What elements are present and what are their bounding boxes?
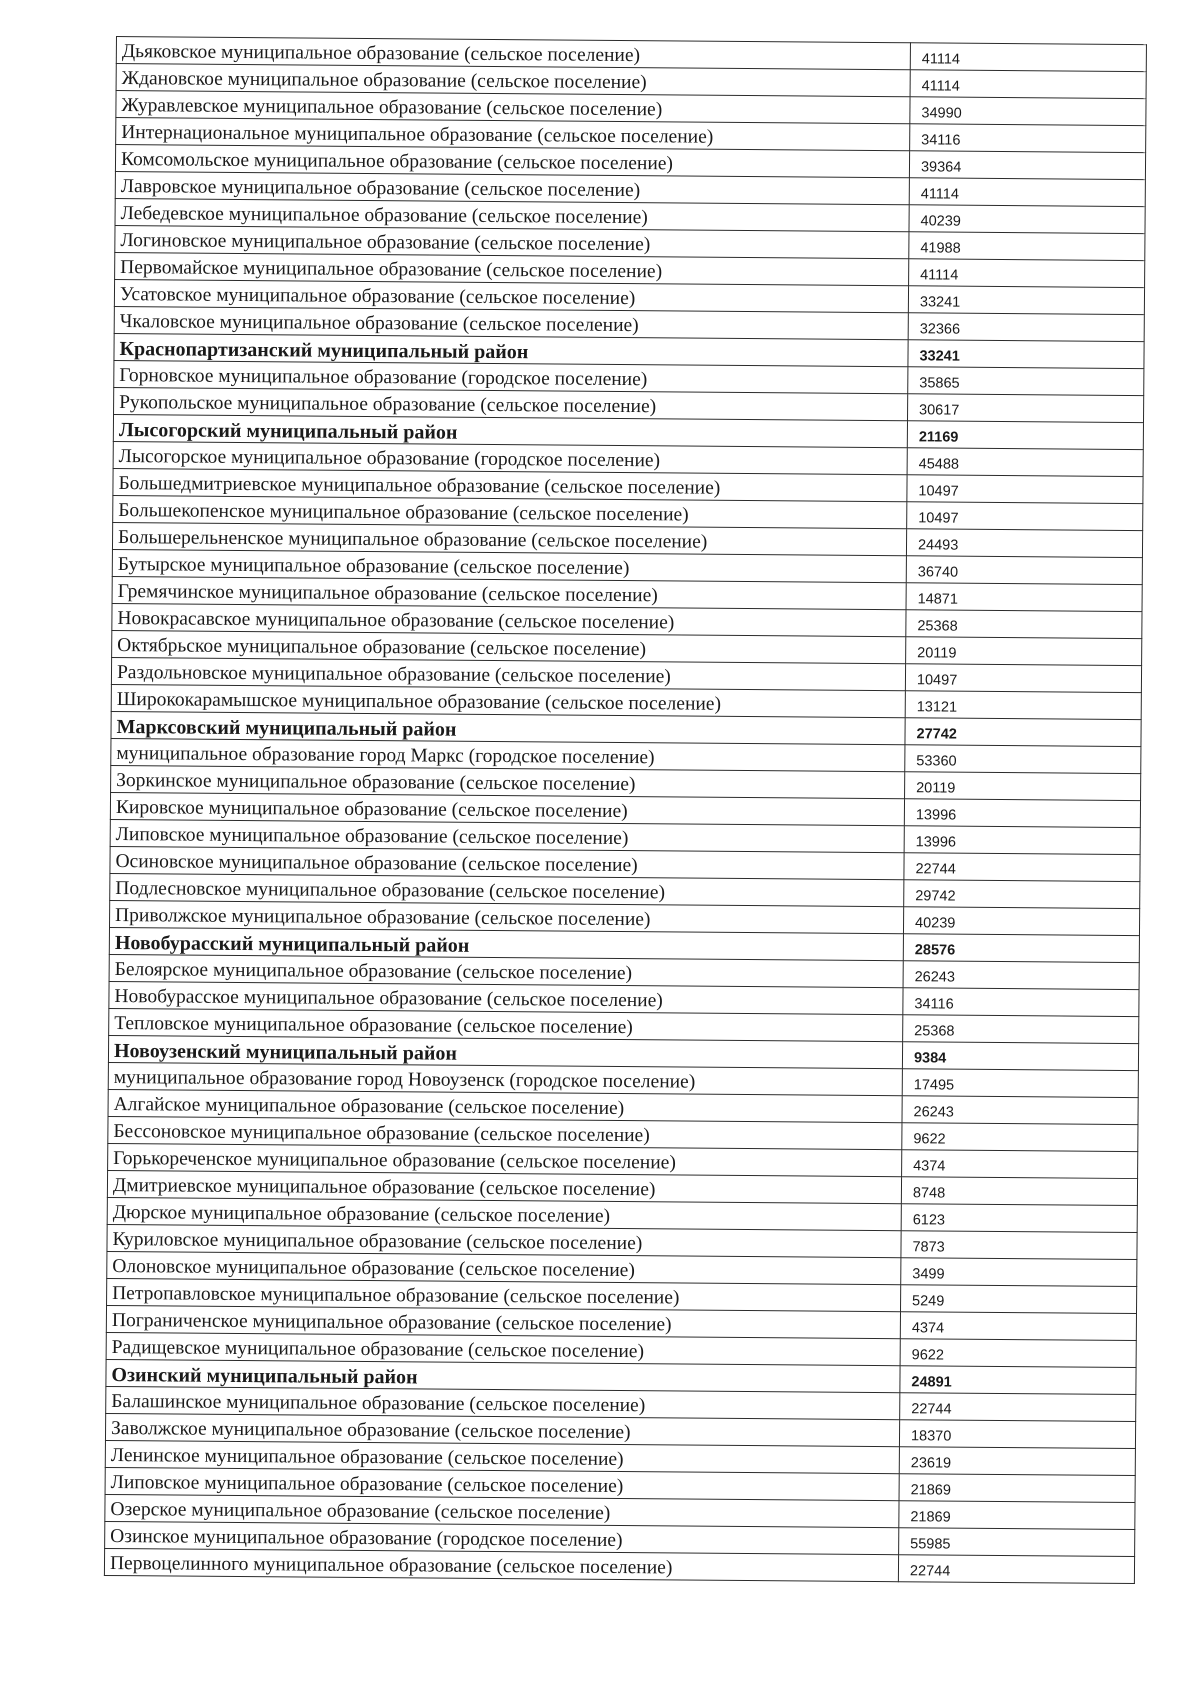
- municipality-name-cell: Бессоновское муниципальное образование (сельское поселение): [108, 1116, 902, 1149]
- municipality-name-cell: Дюрское муниципальное образование (сельское поселение): [107, 1197, 901, 1230]
- municipality-name-cell: Ленинское муниципальное образование (сельское поселение): [105, 1440, 899, 1473]
- municipality-name-cell: Большекопенское муниципальное образование (сельское поселение): [113, 495, 907, 528]
- value-cell: 13121: [905, 691, 1141, 720]
- value-cell: 36740: [906, 556, 1142, 585]
- value-cell: 29742: [904, 880, 1140, 909]
- municipality-name-cell: Тепловское муниципальное образование (сельское поселение): [109, 1008, 903, 1041]
- municipality-name-cell: Усатовское муниципальное образование (сельское поселение): [114, 279, 908, 312]
- value-cell: 13996: [904, 826, 1140, 855]
- value-cell: 10497: [905, 664, 1141, 693]
- municipality-name-cell: Дмитриевское муниципальное образование (сельское поселение): [107, 1170, 901, 1203]
- value-cell: 34990: [910, 97, 1146, 126]
- value-cell: 3499: [901, 1258, 1137, 1287]
- municipality-name-cell: Чкаловское муниципальное образование (сельское поселение): [114, 306, 908, 339]
- municipality-name-cell: Большедмитриевское муниципальное образование (сельское поселение): [113, 468, 907, 501]
- municipality-name-cell: Белоярское муниципальное образование (сельское поселение): [109, 954, 903, 987]
- value-cell: 10497: [907, 502, 1143, 531]
- municipality-name-cell: Новокрасавское муниципальное образование (сельское поселение): [112, 603, 906, 636]
- value-cell: 21869: [899, 1474, 1135, 1503]
- value-cell: 22744: [898, 1555, 1134, 1584]
- municipality-name-cell: Рукопольское муниципальное образование (сельское поселение): [114, 387, 908, 420]
- municipality-name-cell: Осиновское муниципальное образование (сельское поселение): [110, 846, 904, 879]
- district-name-cell: Новоузенский муниципальный район: [108, 1035, 902, 1068]
- municipality-name-cell: Петропавловское муниципальное образование (сельское поселение): [107, 1278, 901, 1311]
- municipality-name-cell: Олоновское муниципальное образование (сельское поселение): [107, 1251, 901, 1284]
- value-cell: 40239: [909, 205, 1145, 234]
- municipal-data-table: [104, 36, 1147, 1584]
- municipality-name-cell: Зоркинское муниципальное образование (сельское поселение): [111, 765, 905, 798]
- municipality-name-cell: Большерельненское муниципальное образование (сельское поселение): [112, 522, 906, 555]
- municipality-name-cell: Пограниченское муниципальное образование (сельское поселение): [106, 1305, 900, 1338]
- value-cell: 22744: [900, 1393, 1136, 1422]
- table-body: [104, 37, 1146, 1584]
- municipality-name-cell: Лысогорское муниципальное образование (городское поселение): [113, 441, 907, 474]
- value-cell: 34116: [903, 988, 1139, 1017]
- value-cell: 21169: [907, 421, 1143, 450]
- value-cell: 45488: [907, 448, 1143, 477]
- value-cell: 28576: [903, 934, 1139, 963]
- value-cell: 33241: [908, 286, 1144, 315]
- municipality-name-cell: Новобурасское муниципальное образование (сельское поселение): [109, 981, 903, 1014]
- municipality-name-cell: Липовское муниципальное образование (сельское поселение): [110, 819, 904, 852]
- municipality-name-cell: Логиновское муниципальное образование (сельское поселение): [115, 225, 909, 258]
- value-cell: 25368: [906, 610, 1142, 639]
- value-cell: 9622: [900, 1339, 1136, 1368]
- value-cell: 20119: [906, 637, 1142, 666]
- value-cell: 13996: [904, 799, 1140, 828]
- municipality-name-cell: Ждановское муниципальное образование (сельское поселение): [116, 64, 910, 97]
- municipality-name-cell: Куриловское муниципальное образование (сельское поселение): [107, 1224, 901, 1257]
- value-cell: 23619: [899, 1447, 1135, 1476]
- municipality-name-cell: Комсомольское муниципальное образование (сельское поселение): [115, 145, 909, 178]
- municipality-name-cell: Горькореченское муниципальное образование (сельское поселение): [108, 1143, 902, 1176]
- value-cell: 33241: [908, 340, 1144, 369]
- municipality-name-cell: Первоцелинного муниципальное образование (сельское поселение): [104, 1548, 898, 1581]
- value-cell: 41988: [909, 232, 1145, 261]
- value-cell: 41114: [910, 70, 1146, 99]
- value-cell: 27742: [905, 718, 1141, 747]
- municipality-name-cell: Подлесновское муниципальное образование (сельское поселение): [110, 873, 904, 906]
- value-cell: 30617: [908, 394, 1144, 423]
- municipality-name-cell: муниципальное образование город Маркс (городское поселение): [111, 738, 905, 771]
- district-name-cell: Новобурасский муниципальный район: [109, 927, 903, 960]
- value-cell: 55985: [899, 1528, 1135, 1557]
- value-cell: 25368: [903, 1015, 1139, 1044]
- value-cell: 7873: [901, 1231, 1137, 1260]
- municipality-name-cell: Ширококарамышское муниципальное образование (сельское поселение): [111, 684, 905, 717]
- value-cell: 35865: [908, 367, 1144, 396]
- value-cell: 32366: [908, 313, 1144, 342]
- value-cell: 24891: [900, 1366, 1136, 1395]
- value-cell: 6123: [901, 1204, 1137, 1233]
- municipality-name-cell: Радищевское муниципальное образование (сельское поселение): [106, 1332, 900, 1365]
- value-cell: 9384: [902, 1042, 1138, 1071]
- municipality-name-cell: Гремячинское муниципальное образование (сельское поселение): [112, 576, 906, 609]
- value-cell: 10497: [907, 475, 1143, 504]
- value-cell: 8748: [901, 1177, 1137, 1206]
- value-cell: 18370: [899, 1420, 1135, 1449]
- district-name-cell: Краснопартизанский муниципальный район: [114, 333, 908, 366]
- municipality-name-cell: Кировское муниципальное образование (сельское поселение): [110, 792, 904, 825]
- municipality-name-cell: Дьяковское муниципальное образование (сельское поселение): [116, 37, 910, 70]
- value-cell: 4374: [900, 1312, 1136, 1341]
- municipality-name-cell: Озинское муниципальное образование (городское поселение): [105, 1521, 899, 1554]
- municipality-name-cell: муниципальное образование город Новоузенск (городское поселение): [108, 1062, 902, 1095]
- municipality-name-cell: Заволжское муниципальное образование (сельское поселение): [105, 1413, 899, 1446]
- value-cell: 24493: [906, 529, 1142, 558]
- value-cell: 41114: [909, 178, 1145, 207]
- value-cell: 14871: [906, 583, 1142, 612]
- value-cell: 5249: [901, 1285, 1137, 1314]
- value-cell: 21869: [899, 1501, 1135, 1530]
- document-page: [104, 36, 1129, 1584]
- municipality-name-cell: Октябрьское муниципальное образование (сельское поселение): [112, 630, 906, 663]
- municipality-name-cell: Первомайское муниципальное образование (сельское поселение): [115, 252, 909, 285]
- value-cell: 4374: [902, 1150, 1138, 1179]
- municipality-name-cell: Лавровское муниципальное образование (сельское поселение): [115, 171, 909, 204]
- value-cell: 20119: [905, 772, 1141, 801]
- municipality-name-cell: Раздольновское муниципальное образование (сельское поселение): [111, 657, 905, 690]
- municipality-name-cell: Лебедевское муниципальное образование (сельское поселение): [115, 198, 909, 231]
- municipality-name-cell: Озерское муниципальное образование (сельское поселение): [105, 1494, 899, 1527]
- municipality-name-cell: Интернациональное муниципальное образование (сельское поселение): [116, 118, 910, 151]
- municipality-name-cell: Бутырское муниципальное образование (сельское поселение): [112, 549, 906, 582]
- municipality-name-cell: Горновское муниципальное образование (городское поселение): [114, 360, 908, 393]
- value-cell: 26243: [903, 961, 1139, 990]
- municipality-name-cell: Приволжское муниципальное образование (сельское поселение): [109, 900, 903, 933]
- value-cell: 9622: [902, 1123, 1138, 1152]
- municipality-name-cell: Балашинское муниципальное образование (сельское поселение): [106, 1386, 900, 1419]
- municipality-name-cell: Алгайское муниципальное образование (сельское поселение): [108, 1089, 902, 1122]
- district-name-cell: Лысогорский муниципальный район: [113, 414, 907, 447]
- district-name-cell: Марксовский муниципальный район: [111, 711, 905, 744]
- value-cell: 53360: [905, 745, 1141, 774]
- value-cell: 41114: [909, 259, 1145, 288]
- value-cell: 40239: [903, 907, 1139, 936]
- value-cell: 17495: [902, 1069, 1138, 1098]
- district-name-cell: Озинский муниципальный район: [106, 1359, 900, 1392]
- municipality-name-cell: Липовское муниципальное образование (сельское поселение): [105, 1467, 899, 1500]
- value-cell: 22744: [904, 853, 1140, 882]
- municipality-name-cell: Журавлевское муниципальное образование (сельское поселение): [116, 91, 910, 124]
- value-cell: 34116: [910, 124, 1146, 153]
- value-cell: 39364: [909, 151, 1145, 180]
- value-cell: 26243: [902, 1096, 1138, 1125]
- value-cell: 41114: [910, 43, 1146, 72]
